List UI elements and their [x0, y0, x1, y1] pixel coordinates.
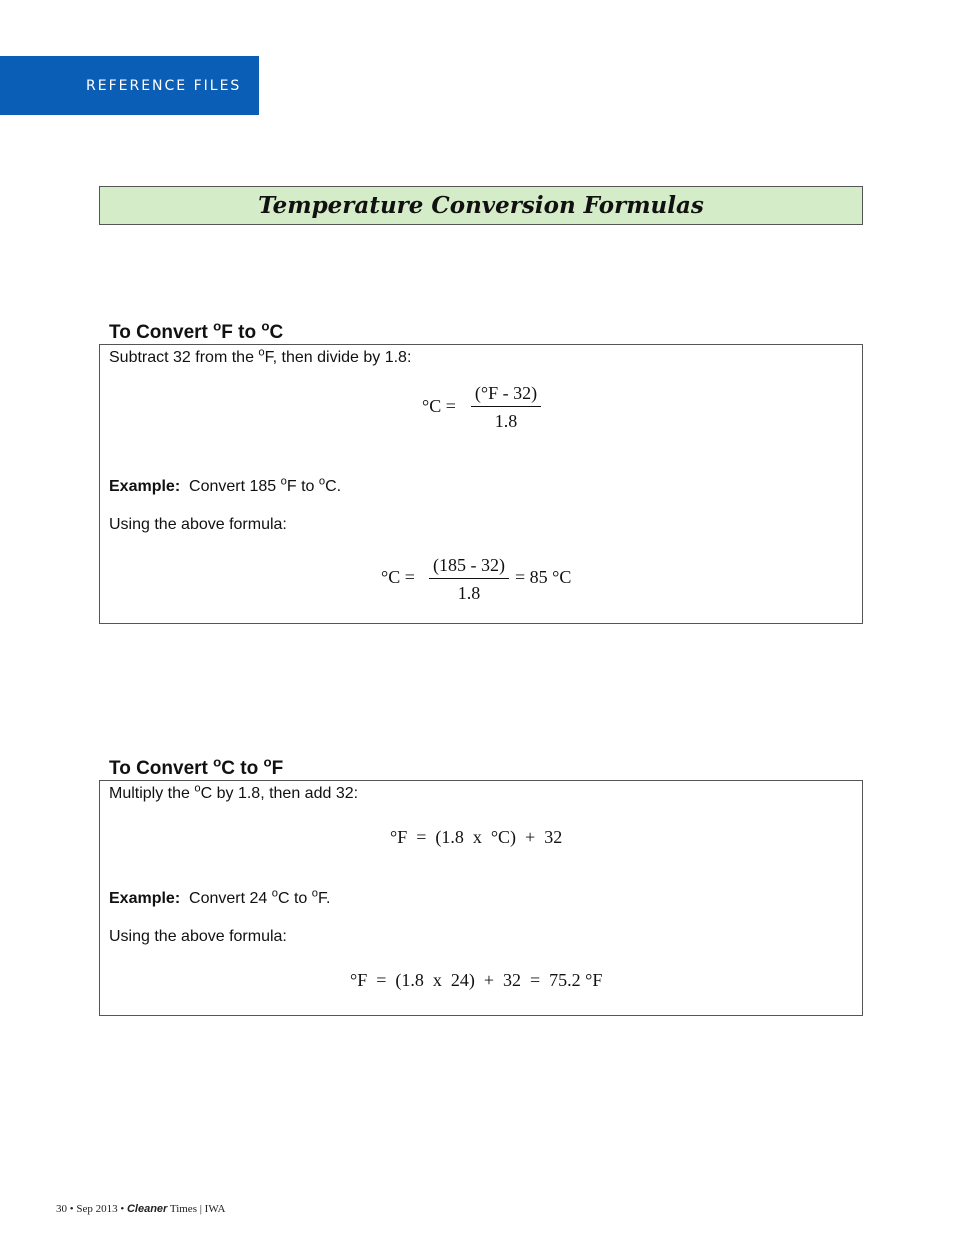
page-footer: 30 • Sep 2013 • Cleaner Times | IWA — [56, 1203, 226, 1215]
c-to-f-example-formula: °F = (1.8 x 24) + 32 = 75.2 °F — [350, 970, 603, 990]
f-to-c-using-text: Using the above formula: — [109, 516, 287, 533]
f-to-c-box — [99, 344, 863, 624]
f-to-c-example: Example: Convert 185 $^o$F to $^o$C. — [109, 475, 342, 495]
f-to-c-formula-lhs: °C = — [422, 396, 456, 416]
c-to-f-using-text: Using the above formula: — [109, 928, 287, 945]
f-to-c-formula-denominator: 1.8 — [494, 411, 518, 431]
c-to-f-instruction: Multiply the $^o$C by 1.8, then add 32: — [109, 782, 359, 802]
c-to-f-formula: °F = (1.8 x °C) + 32 — [390, 827, 563, 847]
page-title: Temperature Conversion Formulas — [258, 192, 704, 219]
section-tab-label: REFERENCE FILES — [86, 77, 242, 94]
f-to-c-formula-numerator: (°F - 32) — [471, 383, 541, 407]
f-to-c-example-fraction — [429, 555, 509, 603]
f-to-c-heading: To Convert $^o$F to $^o$C — [109, 318, 284, 343]
f-to-c-instruction: Subtract 32 from the $^o$F, then divide by 1.8: — [109, 346, 412, 366]
f-to-c-example-lhs: °C = — [381, 567, 415, 587]
f-to-c-formula-fraction — [471, 383, 541, 431]
f-to-c-example-result: = 85 °C — [515, 567, 572, 587]
f-to-c-example-denominator: 1.8 — [457, 583, 481, 603]
section-tab — [0, 56, 259, 115]
c-to-f-example: Example: Convert 24 $^o$C to $^o$F. — [109, 887, 331, 907]
f-to-c-example-numerator: (185 - 32) — [429, 555, 509, 579]
c-to-f-box — [99, 780, 863, 1016]
title-banner — [99, 186, 863, 225]
c-to-f-heading: To Convert $^o$C to $^o$F — [109, 754, 284, 779]
